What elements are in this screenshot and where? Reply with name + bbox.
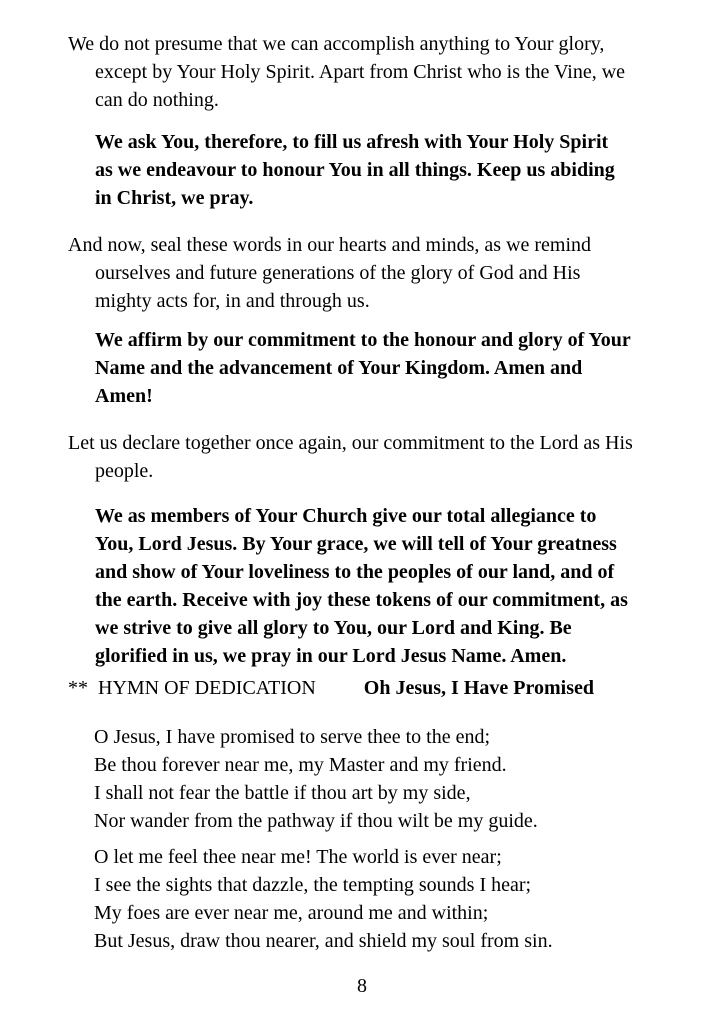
text-line: O let me feel thee near me! The world is ever near; <box>94 846 502 868</box>
hymn-verse-1 <box>94 723 724 835</box>
page-number: 8 <box>357 975 367 997</box>
hymn-verse-2 <box>94 843 724 955</box>
prayer-paragraph-presume <box>68 30 724 114</box>
text-line: in Christ, we pray. <box>95 187 254 209</box>
text-line: I shall not fear the battle if thou art by my side, <box>94 782 471 804</box>
text-line: the earth. Receive with joy these tokens of our commitment, as <box>95 589 628 611</box>
text-line: except by Your Holy Spirit. Apart from Christ who is the Vine, we <box>95 61 626 83</box>
text-line: We ask You, therefore, to fill us afresh with Your Holy Spirit <box>95 131 609 153</box>
text-line: ourselves and future generations of the glory of God and His <box>95 262 581 284</box>
text-line: O Jesus, I have promised to serve thee to the end; <box>94 726 491 748</box>
prayer-paragraph-declare <box>68 429 724 485</box>
text-line: Let us declare together once again, our commitment to the Lord as His <box>68 432 633 454</box>
text-line: Nor wander from the pathway if thou wilt be my guide. <box>94 810 538 832</box>
text-line: We as members of Your Church give our total allegiance to <box>95 505 597 527</box>
congregation-response-ask <box>95 128 724 212</box>
text-line: We affirm by our commitment to the honour and glory of Your <box>95 329 631 351</box>
text-line: And now, seal these words in our hearts and minds, as we remind <box>68 234 592 256</box>
text-line: We do not presume that we can accomplish anything to Your glory, <box>68 33 605 55</box>
text-line: Be thou forever near me, my Master and my friend. <box>94 754 507 776</box>
text-line: Name and the advancement of Your Kingdom. Amen and <box>95 357 583 379</box>
text-line: glorified in us, we pray in our Lord Jesus Name. Amen. <box>95 645 567 667</box>
text-line: Amen! <box>95 385 153 407</box>
congregation-response-affirm <box>95 326 724 410</box>
text-line: and show of Your loveliness to the peoples of our land, and of <box>95 561 615 583</box>
congregation-response-members <box>95 502 724 670</box>
text-line: I see the sights that dazzle, the tempting sounds I hear; <box>94 874 532 896</box>
text-line: My foes are ever near me, around me and within; <box>94 902 489 924</box>
text-line: But Jesus, draw thou nearer, and shield my soul from sin. <box>94 930 553 952</box>
hymn-heading <box>68 674 724 702</box>
prayer-paragraph-seal <box>68 231 724 315</box>
hymn-title: Oh Jesus, I Have Promised <box>363 677 594 699</box>
text-line: as we endeavour to honour You in all things. Keep us abiding <box>95 159 615 181</box>
text-line: people. <box>95 460 154 482</box>
hymn-heading-marker: ** <box>68 677 88 699</box>
text-line: You, Lord Jesus. By Your grace, we will tell of Your greatness <box>95 533 617 555</box>
text-line: mighty acts for, in and through us. <box>95 290 370 312</box>
text-line: we strive to give all glory to You, our Lord and King. Be <box>95 617 572 639</box>
text-line: can do nothing. <box>95 89 219 111</box>
hymn-heading-label: HYMN OF DEDICATION <box>98 677 316 699</box>
